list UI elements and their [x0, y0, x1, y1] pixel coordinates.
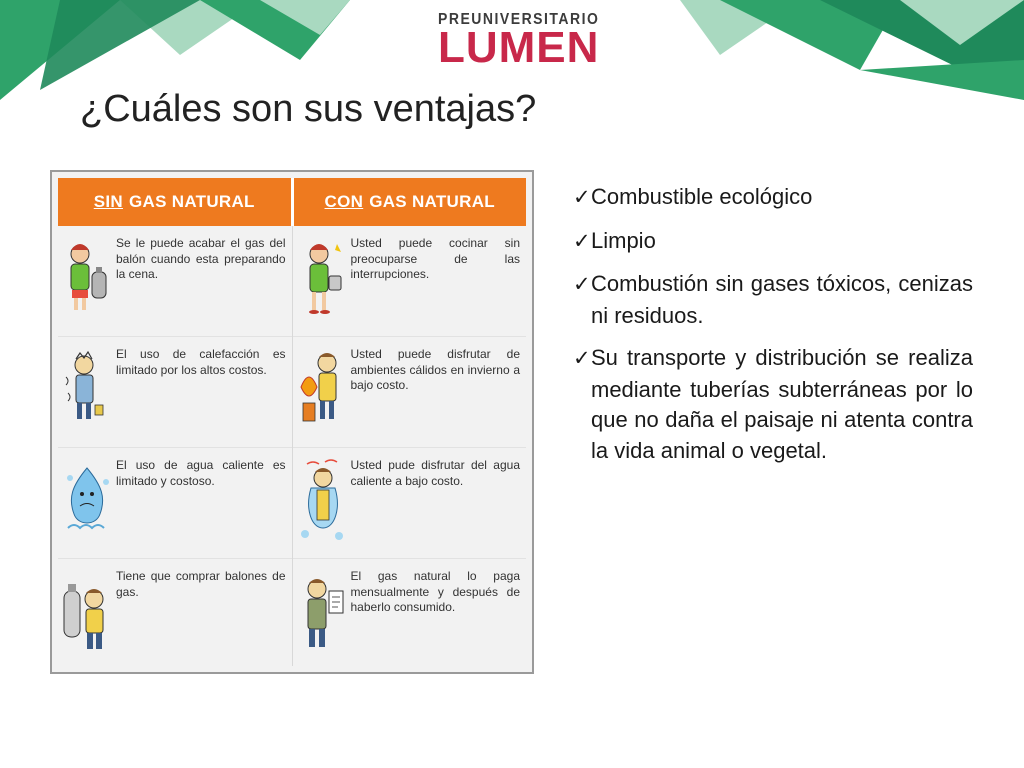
cell-con-2 — [293, 337, 527, 448]
advantages-list — [573, 182, 973, 478]
cell-sin-1 — [58, 226, 292, 337]
cell-sin-4-text: Tiene que comprar balones de gas. — [116, 569, 286, 599]
advantage-text: Combustión sin gases tóxicos, cenizas ni residuos. — [591, 271, 973, 328]
cell-con-4-text: El gas natural lo paga mensualmente y después de haberlo consumido. — [350, 569, 520, 614]
brand-logo-main: LUMEN — [438, 23, 600, 72]
header-con-gas — [294, 178, 527, 226]
cold-man-icon — [62, 347, 112, 443]
advantage-text: Limpio — [591, 227, 656, 253]
advantage-item — [573, 182, 973, 214]
man-with-bill-icon — [297, 569, 347, 665]
cold-water-splash-icon — [62, 458, 112, 554]
cell-sin-2-text: El uso de calefacción es limitado por los altos costos. — [116, 347, 286, 377]
happy-cook-icon — [297, 236, 347, 332]
header-sin-prefix: SIN — [93, 192, 123, 211]
cell-sin-1-text: Se le puede acabar el gas del balón cuando esta preparando la cena. — [116, 236, 286, 281]
cell-con-1 — [293, 226, 527, 337]
warm-man-heater-icon — [297, 347, 347, 443]
cell-con-1-text: Usted puede cocinar sin preocuparse de las interrupciones. — [350, 236, 520, 281]
column-con-gas — [293, 226, 527, 666]
cell-sin-3 — [58, 448, 292, 559]
comparison-infographic — [50, 170, 534, 674]
cell-con-3 — [293, 448, 527, 559]
header-con-rest: GAS NATURAL — [369, 192, 495, 211]
cell-con-3-text: Usted pude disfrutar del agua caliente a bajo costo. — [350, 458, 520, 488]
cell-con-2-text: Usted puede disfrutar de ambientes cálidos en invierno a bajo costo. — [350, 347, 520, 392]
advantage-text: Combustible ecológico — [591, 184, 813, 209]
check-icon: ✓ — [573, 229, 591, 253]
cell-con-4 — [293, 559, 527, 669]
column-sin-gas — [58, 226, 293, 666]
brand-logo — [438, 8, 600, 72]
infographic-body — [58, 226, 526, 666]
man-with-gas-cylinder-icon — [62, 569, 112, 665]
header-con-prefix: CON — [324, 192, 364, 211]
advantage-item — [573, 269, 973, 331]
check-icon: ✓ — [573, 347, 591, 370]
header-sin-gas — [58, 178, 294, 226]
woman-with-gas-tank-icon — [62, 236, 112, 332]
advantage-text: Su transporte y distribución se realiza mediante tuberías subterráneas por lo que no daña el paisaje ni atenta contra la vida animal o vegetal. — [591, 345, 973, 463]
check-icon: ✓ — [573, 186, 591, 209]
header-sin-rest: GAS NATURAL — [128, 192, 255, 211]
check-icon: ✓ — [573, 273, 591, 296]
cell-sin-3-text: El uso de agua caliente es limitado y costoso. — [116, 458, 286, 488]
hot-shower-icon — [297, 458, 347, 554]
advantage-item — [573, 226, 973, 258]
cell-sin-4 — [58, 559, 292, 669]
infographic-header — [58, 178, 526, 226]
slide-title: ¿Cuáles son sus ventajas? — [80, 88, 537, 130]
cell-sin-2 — [58, 337, 292, 448]
advantage-item — [573, 343, 973, 466]
brand-logo-top: PREUNIVERSITARIO — [438, 8, 600, 28]
